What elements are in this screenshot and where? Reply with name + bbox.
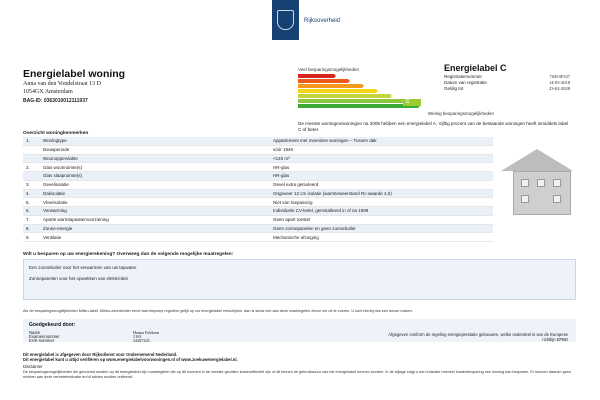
overview-title: Overzicht woningkenmerken: [23, 131, 89, 136]
scale-bottom-label: Weinig besparingsmogelijkheden: [428, 111, 494, 116]
table-row: [23, 216, 493, 225]
fine-print: Als de besparingsmogelijkheden Milieu-label, Milieu-zonneboiler en/of warmtepomp reguliere gelijk op uw energielabel verschijnen, dan is sinds niet aan deze maatregelen zinvol om uit te voeren. U kunt hierbij dus een keuze maken.: [23, 309, 413, 313]
row-number: 9.: [26, 234, 30, 240]
energy-scale-bar: [298, 79, 348, 83]
characteristics-table: [23, 137, 493, 242]
registration-value: 14-03-2018: [549, 80, 570, 85]
row-value: Niet van toepassing: [273, 199, 313, 205]
address-street: Anna van den Vondelstraat 13 D: [23, 81, 101, 87]
row-value: HR-glas: [273, 164, 290, 170]
table-row: [23, 146, 493, 155]
row-number: 3.: [26, 182, 30, 188]
approved-key: KVK-nummer: [29, 338, 55, 343]
row-value: Mechanische afzuiging: [273, 234, 319, 240]
house-window: [537, 179, 545, 187]
org-name: Rijksoverheid: [304, 18, 341, 24]
row-key: Verwarming: [43, 208, 67, 214]
address-city: 1054GX Amsterdam: [23, 89, 73, 95]
crest-icon: [277, 10, 294, 30]
disclaimer-title: Disclaimer: [23, 364, 43, 369]
energy-scale-bar: [298, 99, 404, 103]
row-value: <140 m²: [273, 155, 290, 161]
approved-note: Afgegeven conform de regeling energieprestatie gebouwen, welke onderdeel is van de Europese richtlijn EPBD: [388, 332, 568, 342]
row-key: Aparte warmtapwatervoorziening: [43, 217, 109, 223]
row-key: Ventilatie: [43, 234, 62, 240]
row-value: Ongeveer 12 cm isolatie (warmteweerstand Rc-waarde 4,0): [273, 190, 392, 196]
row-value: Appartement met meerdere woningen – Tussen dak: [273, 138, 377, 144]
current-class-letter: C: [406, 99, 410, 105]
house-window: [521, 195, 529, 203]
row-value: Geen zonnepanelen en geen zonneboiler: [273, 225, 356, 231]
registration-block: [444, 74, 570, 92]
approved-box: [23, 319, 576, 342]
table-row: [23, 233, 493, 242]
label-intro-text: De meeste woningen/woningen na 2008 hebben een energielabel A. Vijftig procent van de bestaande woningen heeft inmiddels label C of beter.: [298, 121, 569, 132]
approved-key: Examennummer: [29, 334, 60, 339]
energy-label-heading: Energielabel C: [444, 63, 507, 73]
advice-title: Wilt u besparen op uw energierekening? Overweeg dan de volgende mogelijke maatregelen:: [23, 252, 234, 257]
energy-scale-bar: [298, 89, 376, 93]
table-row: [23, 137, 493, 146]
table-row: [23, 163, 493, 172]
energy-scale-bar: [298, 104, 418, 108]
registration-value: 23-02-2028: [549, 86, 570, 91]
row-key: Glas woonruimte(s): [43, 164, 83, 170]
row-key: Zonne-energie: [43, 225, 73, 231]
table-row: [23, 207, 493, 216]
approved-value: 5163: [133, 334, 142, 339]
registration-key: Datum van registratie: [444, 80, 487, 85]
footer-registration: [23, 352, 238, 362]
house-illustration: [501, 141, 573, 217]
energy-scale-bar: [298, 74, 334, 78]
table-row: [23, 198, 493, 207]
row-number: 8.: [26, 225, 30, 231]
advice-box: [23, 259, 576, 300]
registration-value: 70453F337: [549, 74, 570, 79]
scale-top-label: Veel besparingsmogelijkheden: [298, 67, 360, 72]
approved-value: Hanna Fokkens: [133, 330, 160, 335]
row-key: Bouwperiode: [43, 147, 70, 153]
house-body: [513, 171, 571, 215]
row-value: Geen apart toestel: [273, 217, 311, 223]
row-number: 5.: [26, 199, 30, 205]
approved-key: Naam: [29, 330, 41, 335]
row-key: Glas slaapruimte(s): [43, 173, 83, 179]
advice-item: Een zonneboiler voor het verwarmen van uw tapwater: [29, 265, 137, 270]
disclaimer-text: De besparingsmogelijkheden die genoemd worden op dit energielabel zijn maatregelen die op dit moment in de meeste gevallen kosteneffectief zijn of dit binnen de gebruiksduur van het energielabel kunnen worden. In de bijlage krijgt u een indicatie hoeveel kostenbesparing een woning kan besparen. Er kunnen daarom geen rechten aan deze verbeterindicatie en/of advies worden ontleend.: [23, 370, 572, 379]
house-window: [521, 179, 529, 187]
valid-until-row: [444, 86, 570, 92]
table-row: [23, 172, 493, 181]
advice-item: Zonnepanelen voor het opwekken van elektriciteit: [29, 276, 128, 281]
bag-id: BAG-ID: 0363010012111937: [23, 98, 88, 104]
footer-line: Dit energielabel is afgegeven door Rijksdienst voor Ondernemend Nederland.: [23, 352, 178, 357]
energy-scale-bar: [298, 94, 390, 98]
row-key: Woonoppervlakte: [43, 155, 78, 161]
approved-value: 34287425: [133, 338, 150, 343]
approved-title: Goedgekeurd door:: [29, 322, 76, 328]
energy-scale-bars: [298, 74, 418, 109]
house-window: [553, 195, 561, 203]
row-value: HR-glas: [273, 173, 290, 179]
row-key: Woningtype: [43, 138, 67, 144]
registration-key: Registratienummer: [444, 74, 483, 79]
footer-line: Dit energielabel kunt u altijd verifiëren op www.energielabelvoorwoningen.nl of www.zoekuwenergielabel.nl.: [23, 357, 238, 362]
row-value: Individuele CV-ketel, geïnstalleerd in of na 1998: [273, 208, 369, 214]
row-number: 7.: [26, 217, 30, 223]
row-key: Dakisolatie: [43, 190, 66, 196]
row-number: 2.: [26, 164, 30, 170]
table-row: [23, 155, 493, 164]
row-number: 1.: [26, 138, 30, 144]
row-value: Gevel extra geïsoleerd: [273, 182, 319, 188]
house-window: [553, 179, 561, 187]
row-value: vóór 1946: [273, 147, 294, 153]
table-row: [23, 181, 493, 190]
table-row: [23, 225, 493, 234]
house-roof: [501, 149, 573, 171]
document-title: Energielabel woning: [23, 68, 126, 80]
row-key: Gevelisolatie: [43, 182, 69, 188]
row-key: Vloerisolatie: [43, 199, 68, 205]
registration-key: Geldig tot: [444, 86, 464, 91]
row-number: 4.: [26, 190, 30, 196]
row-number: 6.: [26, 208, 30, 214]
table-row: [23, 190, 493, 199]
energy-scale-bar: [298, 84, 362, 88]
